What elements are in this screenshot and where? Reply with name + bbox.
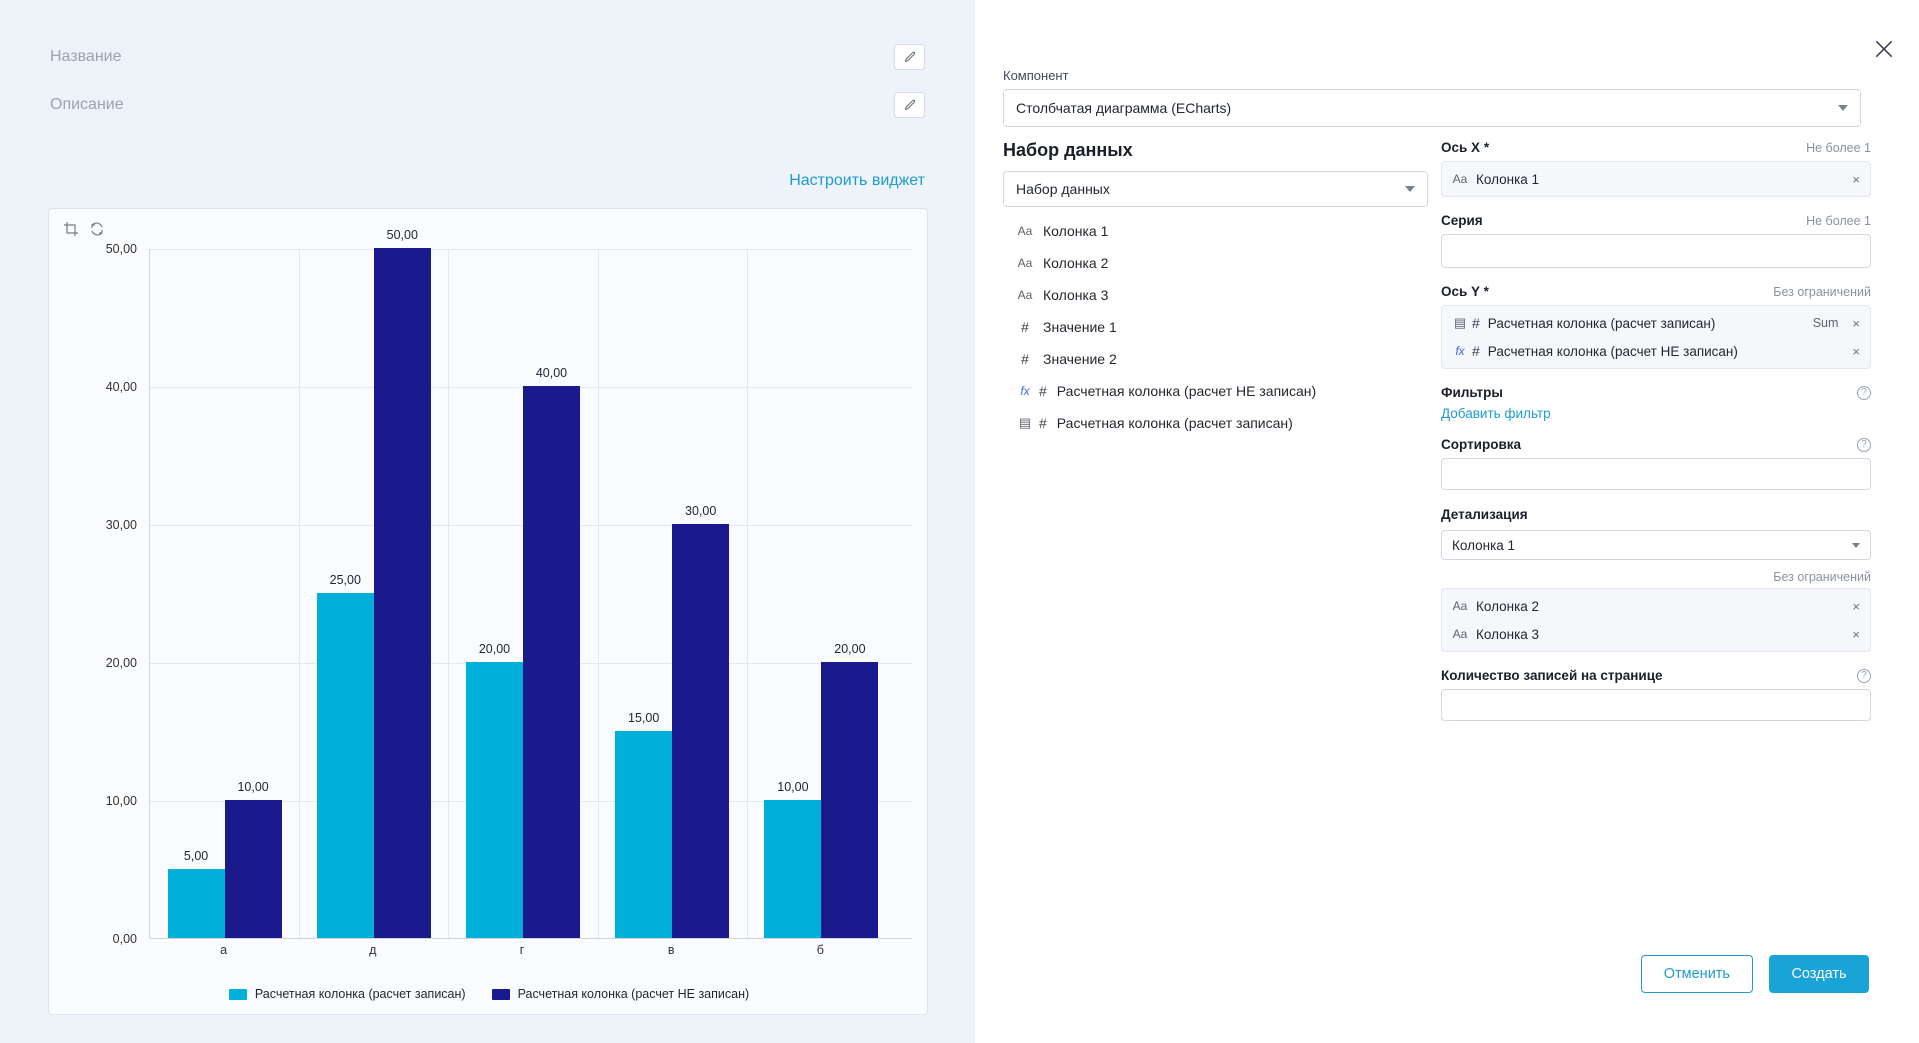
y-axis-labels <box>49 242 149 946</box>
bar-value-label: 10,00 <box>237 780 269 794</box>
dataset-heading: Набор данных <box>1003 140 1133 160</box>
field-numeric-icon: # <box>1472 343 1480 359</box>
axis-x-label: Ось X * <box>1441 140 1490 155</box>
field-chip[interactable] <box>1442 310 1870 336</box>
dataset-field-item[interactable] <box>1003 215 1433 247</box>
detail-dropzone[interactable] <box>1441 588 1871 652</box>
field-type-icon: Aa <box>1452 172 1468 186</box>
bar-value-label: 40,00 <box>535 366 568 380</box>
field-numeric-icon: # <box>1039 415 1047 431</box>
plot-canvas <box>149 228 912 939</box>
help-icon[interactable]: ? <box>1857 669 1871 683</box>
component-label: Компонент <box>1003 68 1069 83</box>
series-label: Серия <box>1441 213 1483 228</box>
dataset-field-item[interactable] <box>1003 375 1433 407</box>
axis-x-header <box>1441 140 1871 155</box>
field-type-icon: ▤ <box>1018 415 1032 430</box>
x-axis-tick: б <box>816 943 824 957</box>
bar[interactable] <box>615 711 672 938</box>
dataset-field-item[interactable] <box>1003 279 1433 311</box>
widget-description-placeholder: Описание <box>50 96 124 113</box>
page-size-input[interactable] <box>1441 689 1871 721</box>
legend-label: Расчетная колонка (расчет НЕ записан) <box>517 987 750 1001</box>
axis-y-dropzone[interactable] <box>1441 305 1871 369</box>
axis-y-label: Ось Y * <box>1441 284 1489 299</box>
field-chip-label: Расчетная колонка (расчет записан) <box>1487 315 1716 331</box>
edit-description-button[interactable] <box>894 92 925 118</box>
legend-item[interactable] <box>229 987 466 1001</box>
dataset-field-label: Расчетная колонка (расчет записан) <box>1056 415 1293 431</box>
bar-value-label: 50,00 <box>386 228 418 242</box>
dataset-column <box>1003 140 1433 439</box>
bar-value-label: 20,00 <box>834 642 866 656</box>
field-type-icon: Aa <box>1452 599 1468 613</box>
bar-value-label: 25,00 <box>329 573 361 587</box>
filters-header <box>1441 385 1871 400</box>
dataset-select-value: Набор данных <box>1016 181 1110 197</box>
bar[interactable] <box>523 366 580 938</box>
dataset-field-item[interactable] <box>1003 247 1433 279</box>
dataset-field-label: Колонка 3 <box>1043 287 1109 303</box>
dataset-field-label: Расчетная колонка (расчет НЕ записан) <box>1056 383 1317 399</box>
bar[interactable] <box>374 228 431 938</box>
field-chip[interactable] <box>1442 621 1870 647</box>
remove-chip-icon[interactable]: × <box>1852 315 1860 331</box>
y-axis-tick: 30,00 <box>105 518 137 532</box>
field-type-icon: ▤ <box>1453 315 1467 330</box>
y-axis-tick: 0,00 <box>112 932 137 946</box>
axis-y-limit: Без ограничений <box>1773 285 1871 299</box>
dataset-field-item[interactable] <box>1003 407 1433 439</box>
remove-chip-icon[interactable]: × <box>1852 598 1860 614</box>
bar-group <box>747 642 896 938</box>
component-block <box>1003 68 1861 127</box>
bar[interactable] <box>225 780 282 938</box>
bar-value-label: 20,00 <box>478 642 511 656</box>
bar[interactable] <box>821 642 878 938</box>
field-type-icon: Aa <box>1017 288 1033 302</box>
detail-header <box>1441 506 1871 524</box>
footer-buttons <box>1641 955 1869 993</box>
bar[interactable] <box>764 780 821 938</box>
settings-column <box>1441 140 1871 721</box>
edit-title-button[interactable] <box>894 44 925 70</box>
close-icon[interactable] <box>1873 38 1895 60</box>
dataset-field-label: Значение 2 <box>1043 351 1117 367</box>
y-axis-tick: 10,00 <box>105 794 137 808</box>
dataset-field-item[interactable] <box>1003 311 1433 343</box>
detail-limit: Без ограничений <box>1773 570 1871 584</box>
crop-icon[interactable] <box>63 221 79 237</box>
chevron-down-icon <box>1838 105 1848 111</box>
chart-card <box>48 208 928 1015</box>
field-type-icon: fx <box>1455 344 1465 358</box>
chart-legend <box>49 987 929 1001</box>
field-chip[interactable] <box>1442 593 1870 619</box>
bar-group <box>598 504 747 938</box>
dataset-field-label: Колонка 2 <box>1043 255 1109 271</box>
pencil-icon <box>903 99 916 112</box>
configure-widget-link[interactable]: Настроить виджет <box>789 172 925 189</box>
field-chip-label: Расчетная колонка (расчет НЕ записан) <box>1487 343 1738 359</box>
filters-label: Фильтры <box>1441 385 1503 400</box>
bar[interactable] <box>466 642 523 938</box>
chart-toolbar <box>63 221 105 237</box>
dataset-field-item[interactable] <box>1003 343 1433 375</box>
create-button[interactable]: Создать <box>1769 955 1869 993</box>
restore-icon[interactable] <box>89 221 105 237</box>
help-icon[interactable]: ? <box>1857 386 1871 400</box>
legend-swatch <box>229 989 247 1000</box>
field-type-icon: fx <box>1020 384 1030 398</box>
sorting-input[interactable] <box>1441 458 1871 490</box>
field-type-icon: # <box>1021 319 1029 335</box>
chevron-down-icon <box>1852 543 1860 548</box>
y-axis-tick: 20,00 <box>105 656 137 670</box>
field-chip-label: Колонка 3 <box>1476 626 1540 642</box>
bar-value-label: 15,00 <box>628 711 660 725</box>
config-pane <box>975 0 1919 1043</box>
page-size-header <box>1441 668 1871 683</box>
axis-x-limit: Не более 1 <box>1806 141 1871 155</box>
title-row <box>50 40 925 74</box>
bar[interactable] <box>672 504 729 938</box>
series-dropzone[interactable] <box>1441 234 1871 268</box>
bar-group <box>299 228 448 938</box>
field-numeric-icon: # <box>1039 383 1047 399</box>
bar-value-label: 5,00 <box>183 849 209 863</box>
bar[interactable] <box>317 573 374 938</box>
remove-chip-icon[interactable]: × <box>1852 343 1860 359</box>
chevron-down-icon <box>1405 186 1415 192</box>
axis-x-dropzone[interactable] <box>1441 161 1871 197</box>
series-header <box>1441 213 1871 228</box>
gridline <box>150 249 912 250</box>
bar-value-label: 10,00 <box>777 780 809 794</box>
field-chip[interactable] <box>1442 338 1870 364</box>
dataset-select[interactable] <box>1003 171 1428 207</box>
bar-value-label: 30,00 <box>685 504 717 518</box>
x-axis-tick: д <box>369 943 377 957</box>
dataset-field-label: Колонка 1 <box>1043 223 1109 239</box>
bar-group <box>150 780 299 938</box>
x-axis-tick: г <box>519 943 525 957</box>
field-type-icon: Aa <box>1017 256 1033 270</box>
field-chip-label: Колонка 1 <box>1476 171 1540 187</box>
cancel-button[interactable]: Отменить <box>1641 955 1753 993</box>
legend-swatch <box>492 989 510 1000</box>
sorting-header <box>1441 437 1871 452</box>
detail-select-value: Колонка 1 <box>1452 537 1516 553</box>
detail-label: Детализация <box>1441 507 1528 522</box>
description-row <box>50 88 925 122</box>
bar[interactable] <box>168 849 225 938</box>
y-axis-tick: 40,00 <box>105 380 137 394</box>
field-chip[interactable] <box>1442 166 1870 192</box>
field-type-icon: Aa <box>1017 224 1033 238</box>
field-type-icon: Aa <box>1452 627 1468 641</box>
pencil-icon <box>903 51 916 64</box>
chart-plot-area <box>49 228 929 1001</box>
x-axis-tick: в <box>667 943 675 957</box>
series-limit: Не более 1 <box>1806 214 1871 228</box>
x-axis-tick: а <box>220 943 228 957</box>
remove-chip-icon[interactable]: × <box>1852 171 1860 187</box>
aggregation-label[interactable]: Sum <box>1812 316 1839 330</box>
axis-y-header <box>1441 284 1871 299</box>
x-axis-labels <box>149 943 912 965</box>
dataset-field-label: Значение 1 <box>1043 319 1117 335</box>
bar-group <box>448 366 597 938</box>
detail-select[interactable] <box>1441 530 1871 560</box>
legend-label: Расчетная колонка (расчет записан) <box>254 987 466 1001</box>
y-axis-tick: 50,00 <box>105 242 137 256</box>
field-numeric-icon: # <box>1472 315 1480 331</box>
field-type-icon: # <box>1021 351 1029 367</box>
help-icon[interactable]: ? <box>1857 438 1871 452</box>
page-size-label: Количество записей на странице <box>1441 668 1663 683</box>
dataset-field-list <box>1003 215 1433 439</box>
component-select[interactable] <box>1003 89 1861 127</box>
remove-chip-icon[interactable]: × <box>1852 626 1860 642</box>
widget-title-placeholder: Название <box>50 48 122 65</box>
sorting-label: Сортировка <box>1441 437 1522 452</box>
field-chip-label: Колонка 2 <box>1476 598 1540 614</box>
component-select-value: Столбчатая диаграмма (ECharts) <box>1016 100 1232 116</box>
add-filter-link[interactable]: Добавить фильтр <box>1441 406 1551 421</box>
legend-item[interactable] <box>492 987 750 1001</box>
